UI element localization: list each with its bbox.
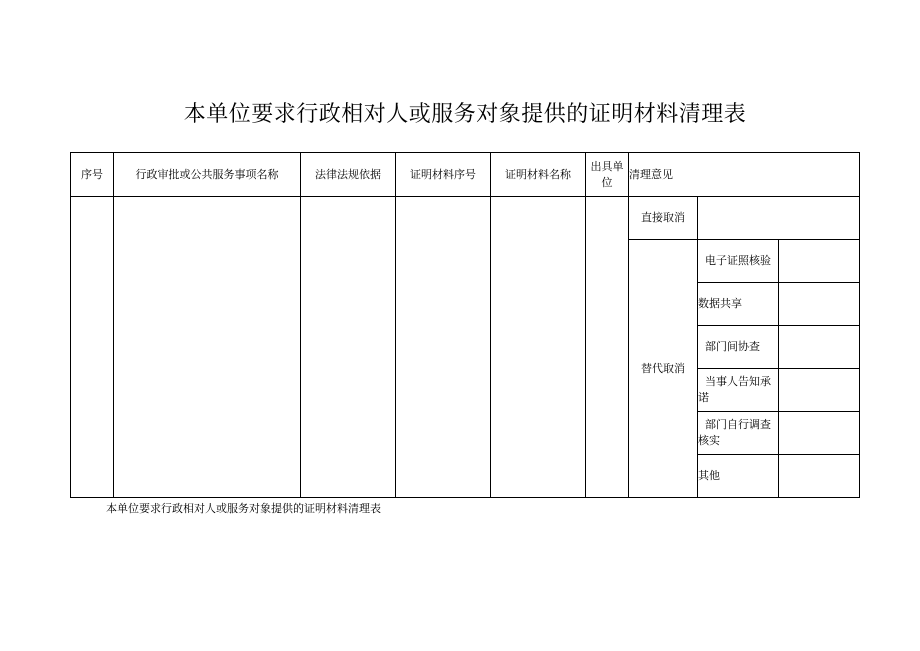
method-e-license-value[interactable] bbox=[779, 240, 860, 283]
method-e-license-label: 电子证照核验 bbox=[698, 240, 779, 283]
row-direct-cancel bbox=[71, 197, 860, 240]
cell-item-name[interactable] bbox=[114, 197, 301, 498]
method-other-label: 其他 bbox=[698, 455, 779, 498]
direct-cancel-value[interactable] bbox=[698, 197, 860, 240]
header-material-name: 证明材料名称 bbox=[491, 153, 586, 197]
method-data-sharing-value[interactable] bbox=[779, 283, 860, 326]
method-commitment-value[interactable] bbox=[779, 369, 860, 412]
header-seq: 序号 bbox=[71, 153, 114, 197]
cell-material-name[interactable] bbox=[491, 197, 586, 498]
cell-legal-basis[interactable] bbox=[301, 197, 396, 498]
material-cleanup-table bbox=[70, 152, 860, 498]
cell-material-seq[interactable] bbox=[396, 197, 491, 498]
method-commitment-label: 当事人告知承诺 bbox=[698, 369, 779, 412]
method-self-investigation-label: 部门自行调查核实 bbox=[698, 412, 779, 455]
method-inter-dept-value[interactable] bbox=[779, 326, 860, 369]
method-other-value[interactable] bbox=[779, 455, 860, 498]
cell-seq[interactable] bbox=[71, 197, 114, 498]
footer-caption: 本单位要求行政相对人或服务对象提供的证明材料清理表 bbox=[106, 502, 381, 515]
header-opinion: 清理意见 bbox=[629, 153, 860, 197]
page-title: 本单位要求行政相对人或服务对象提供的证明材料清理表 bbox=[183, 102, 747, 127]
method-self-investigation-value[interactable] bbox=[779, 412, 860, 455]
header-issuer: 出具单位 bbox=[586, 153, 629, 197]
method-inter-dept-label: 部门间协查 bbox=[698, 326, 779, 369]
direct-cancel-label: 直接取消 bbox=[629, 197, 698, 240]
header-item-name: 行政审批或公共服务事项名称 bbox=[114, 153, 301, 197]
header-material-seq: 证明材料序号 bbox=[396, 153, 491, 197]
method-data-sharing-label: 数据共享 bbox=[698, 283, 779, 326]
cell-issuer[interactable] bbox=[586, 197, 629, 498]
header-legal-basis: 法律法规依据 bbox=[301, 153, 396, 197]
header-row bbox=[71, 153, 860, 197]
substitute-cancel-label: 替代取消 bbox=[629, 240, 698, 498]
